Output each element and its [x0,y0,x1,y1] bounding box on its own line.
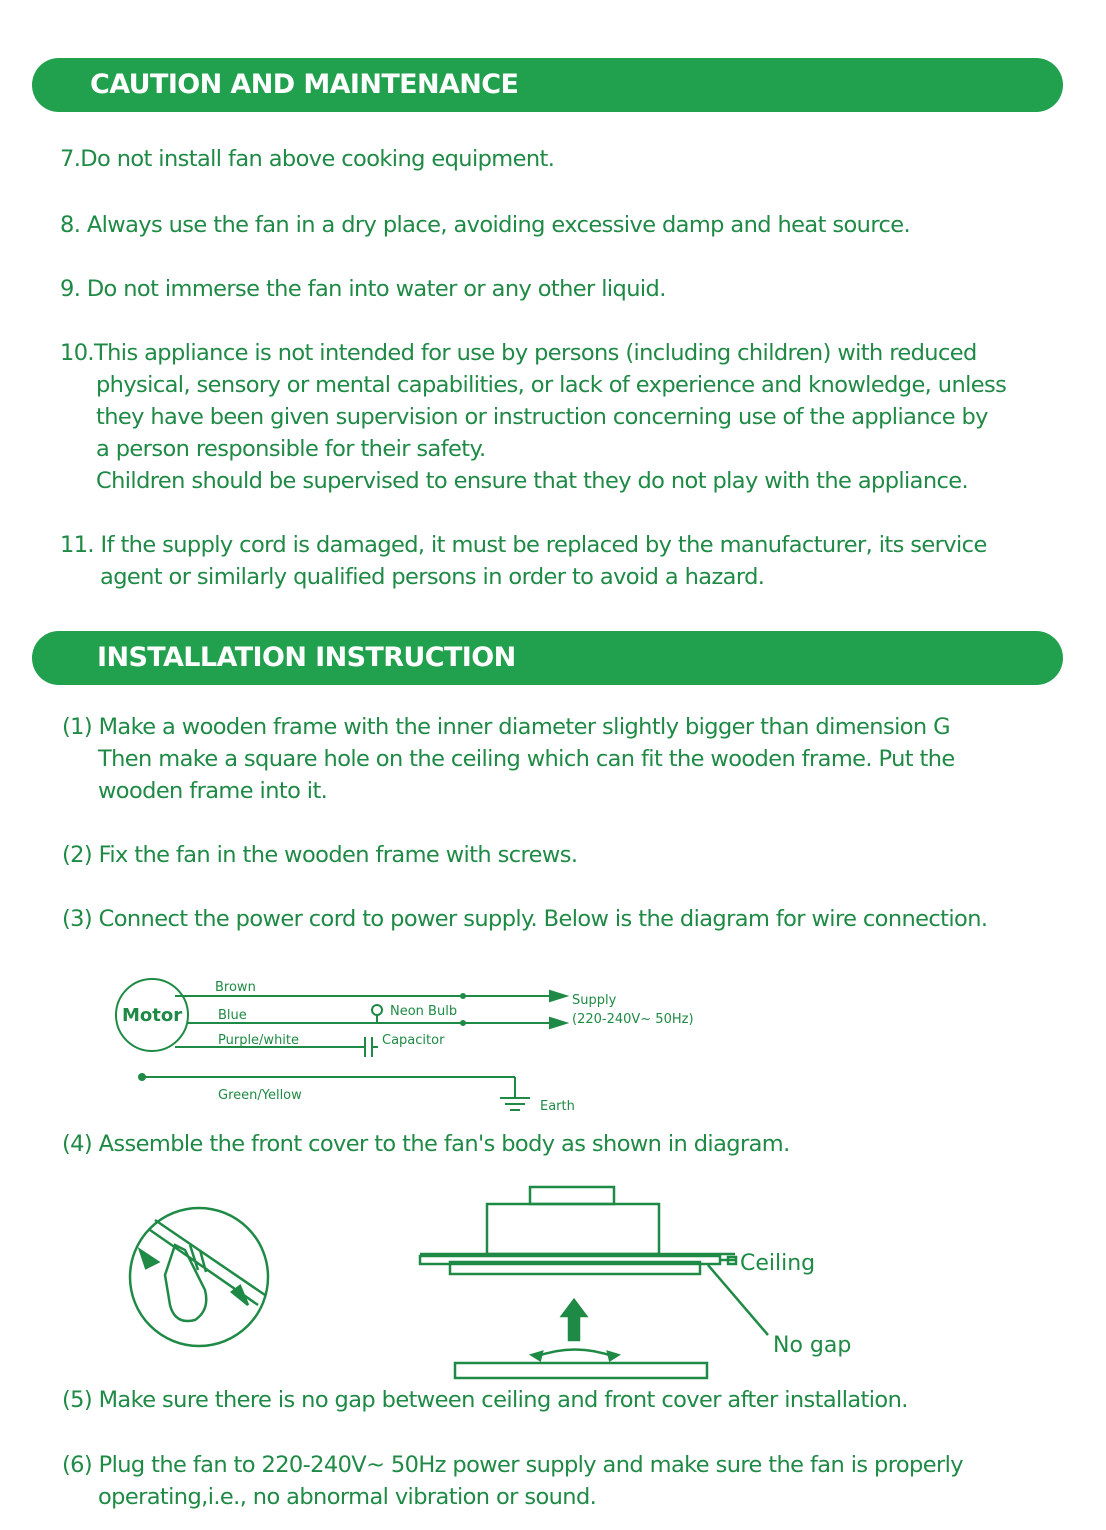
install-step-1 [62,711,955,807]
detail-circle [130,1208,268,1346]
installation-section-banner [32,631,1063,685]
arrow-icon [232,1286,248,1305]
purple-white-label: Purple/white [218,1033,300,1048]
brown-label: Brown [215,980,256,995]
install-step-1-line: Then make a square hole on the ceiling which can fit the wooden frame. Put the [98,746,955,772]
front-cover-mounted [450,1262,700,1274]
install-step-6-line: (6) Plug the fan to 220-240V~ 50Hz power supply and make sure the fan is properly [62,1452,963,1478]
caution-item-11-line: 11. If the supply cord is damaged, it must be replaced by the manufacturer, its service [60,532,987,558]
supply-label: Supply [572,993,617,1008]
ceiling-label: Ceiling [740,1251,816,1276]
install-step-6 [62,1449,963,1513]
caution-item-11 [60,529,987,593]
install-step-1-line: (1) Make a wooden frame with the inner diameter slightly bigger than dimension G [62,714,950,740]
fan-body [487,1204,659,1254]
caution-item-10-line: a person responsible for their safety. [96,436,486,462]
motor-circle [116,979,188,1051]
up-arrow-icon [562,1300,586,1340]
neon-bulb [372,1005,382,1015]
caution-section-banner [32,58,1063,112]
fan-top-box [530,1187,614,1204]
caution-item-10-line: physical, sensory or mental capabilities, or lack of experience and knowledge, unless [96,372,1007,398]
installation-section-title: INSTALLATION INSTRUCTION [97,642,516,673]
green-yellow-label: Green/Yellow [218,1088,302,1103]
caution-section-title: CAUTION AND MAINTENANCE [90,69,519,100]
caution-item-10 [60,337,1006,497]
caution-item-11-line: agent or similarly qualified persons in order to avoid a hazard. [100,564,765,590]
caution-item-10-line: they have been given supervision or instruction concerning use of the appliance by [96,404,988,430]
install-step-4: (4) Assemble the front cover to the fan's body as shown in diagram. [62,1131,790,1157]
supply-arrow-bottom [550,1018,566,1028]
caution-item-9: 9. Do not immerse the fan into water or any other liquid. [60,276,666,302]
install-step-5: (5) Make sure there is no gap between ceiling and front cover after installation. [62,1387,908,1413]
supply-spec-label: (220-240V~ 50Hz) [572,1012,694,1027]
install-step-2: (2) Fix the fan in the wooden frame with screws. [62,842,578,868]
arrow-icon [140,1250,158,1268]
caution-item-8: 8. Always use the fan in a dry place, avoiding excessive damp and heat source. [60,212,911,238]
caution-item-7: 7.Do not install fan above cooking equipment. [60,146,555,172]
earth-label: Earth [540,1099,575,1114]
install-step-3: (3) Connect the power cord to power supply. Below is the diagram for wire connection. [62,906,988,932]
install-step-6-line: operating,i.e., no abnormal vibration or sound. [98,1484,597,1510]
caution-item-10-line: Children should be supervised to ensure that they do not play with the appliance. [96,468,969,494]
neon-bulb-label: Neon Bulb [390,1004,458,1019]
no-gap-pointer [708,1265,768,1335]
capacitor-label: Capacitor [382,1033,445,1048]
hand-icon [165,1245,206,1321]
blue-label: Blue [218,1008,247,1023]
motor-label: Motor [122,1005,183,1026]
install-step-1-line: wooden frame into it. [98,778,328,804]
supply-arrow-top [550,991,566,1001]
front-cover [455,1363,707,1378]
no-gap-label: No gap [773,1333,852,1358]
caution-item-10-line: 10.This appliance is not intended for use by persons (including children) with reduced [60,340,977,366]
